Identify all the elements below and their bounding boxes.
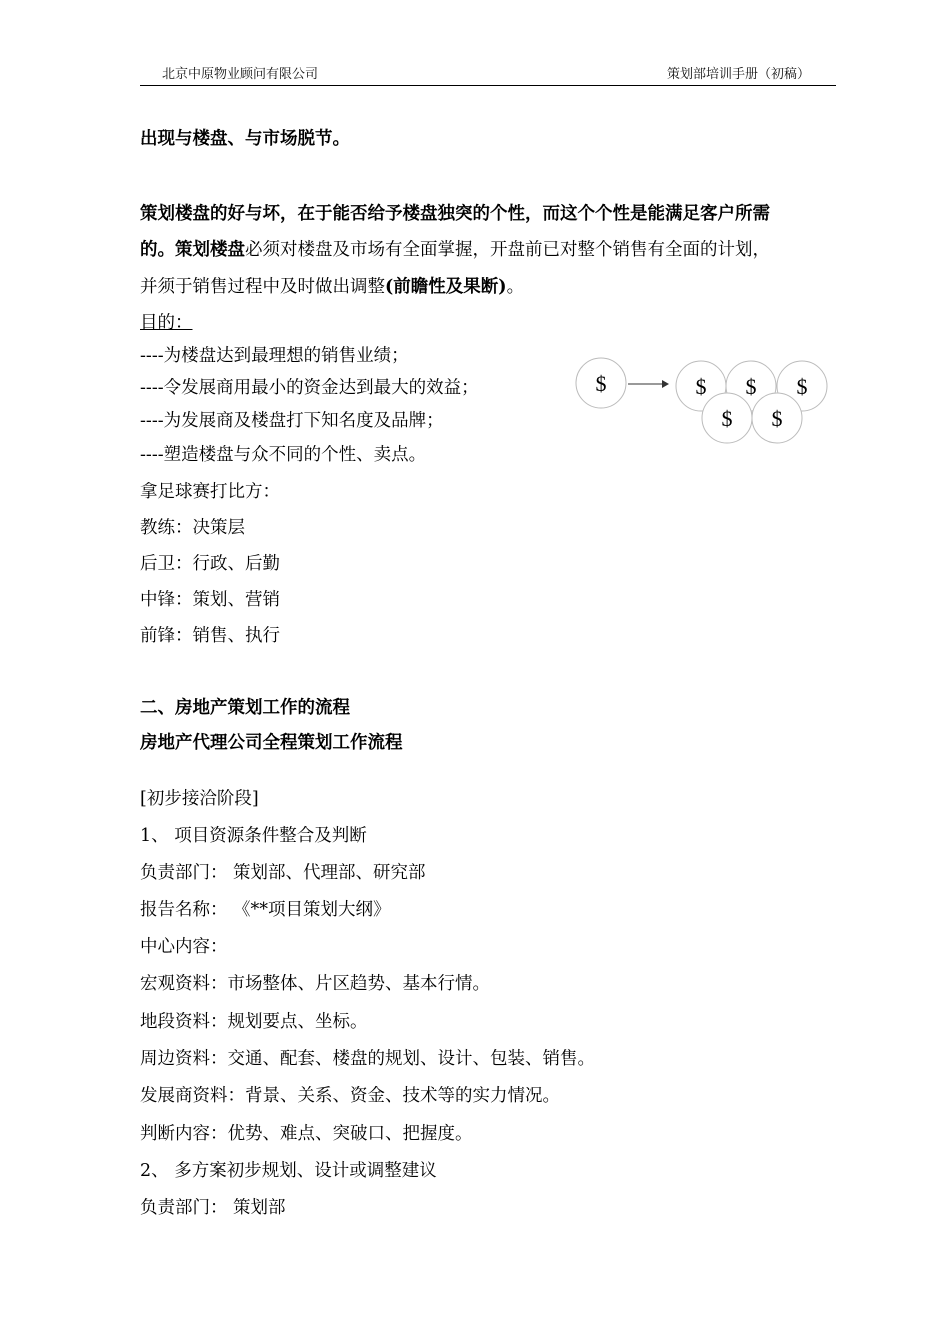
svg-text:$: $	[595, 371, 607, 396]
svg-text:$: $	[695, 374, 707, 399]
svg-text:$: $	[796, 374, 808, 399]
header-rule	[140, 85, 836, 86]
intro-end-line: 出现与楼盘、与市场脱节。	[140, 129, 350, 149]
para-bold-3: (前瞻性及果断)	[385, 277, 507, 297]
football-role: 前锋：销售、执行	[140, 626, 280, 646]
step1-report: 报告名称： 《**项目策划大纲》	[140, 900, 391, 920]
section-title: 二、房地产策划工作的流程	[140, 698, 350, 718]
header-manual-title: 策划部培训手册（初稿）	[666, 67, 810, 82]
step1-dept: 负责部门： 策划部、代理部、研究部	[140, 863, 426, 883]
para-line-3	[140, 275, 524, 299]
step1-site: 地段资料：规划要点、坐标。	[140, 1012, 368, 1032]
football-role: 中锋：策划、营销	[140, 590, 280, 610]
para-bold-2: 的。策划楼盘	[140, 240, 245, 260]
para-normal-3b: 。	[506, 277, 525, 297]
para-normal-3a: 并须于销售过程中及时做出调整	[140, 277, 385, 297]
purpose-title: 目的：	[140, 313, 193, 333]
step1-surrounding: 周边资料：交通、配套、楼盘的规划、设计、包装、销售。	[140, 1049, 595, 1069]
svg-text:$: $	[721, 406, 733, 431]
svg-text:$: $	[771, 406, 783, 431]
step1-content-label: 中心内容：	[140, 937, 228, 957]
step2-dept: 负责部门： 策划部	[140, 1198, 286, 1218]
step1-title: 1、 项目资源条件整合及判断	[140, 826, 367, 846]
source-coin	[576, 358, 626, 408]
purpose-item: ----为发展商及楼盘打下知名度及品牌；	[140, 411, 444, 431]
result-coin	[752, 393, 802, 443]
step2-title: 2、 多方案初步规划、设计或调整建议	[140, 1161, 437, 1181]
money-growth-diagram	[570, 350, 840, 450]
purpose-item: ----为楼盘达到最理想的销售业绩；	[140, 346, 409, 366]
step1-macro: 宏观资料：市场整体、片区趋势、基本行情。	[140, 974, 490, 994]
stage-label: [初步接洽阶段]	[140, 789, 259, 809]
football-role: 后卫：行政、后勤	[140, 554, 280, 574]
result-coin	[702, 393, 752, 443]
step1-developer: 发展商资料：背景、关系、资金、技术等的实力情况。	[140, 1086, 560, 1106]
football-intro: 拿足球赛打比方：	[140, 482, 280, 502]
football-role: 教练：决策层	[140, 518, 245, 538]
para-line-2	[140, 238, 770, 262]
header-company: 北京中原物业顾问有限公司	[162, 67, 319, 82]
step1-judgment: 判断内容：优势、难点、突破口、把握度。	[140, 1124, 473, 1144]
arrow-right-icon	[628, 380, 669, 388]
para-normal-2: 必须对楼盘及市场有全面掌握，开盘前已对整个销售有全面的计划，	[245, 240, 770, 260]
section-subtitle: 房地产代理公司全程策划工作流程	[140, 733, 403, 753]
para-line-1: 策划楼盘的好与坏，在于能否给予楼盘独突的个性，而这个个性是能满足客户所需	[140, 204, 770, 224]
purpose-item: ----令发展商用最小的资金达到最大的效益；	[140, 378, 479, 398]
svg-text:$: $	[745, 374, 757, 399]
purpose-item: ----塑造楼盘与众不同的个性、卖点。	[140, 445, 427, 465]
